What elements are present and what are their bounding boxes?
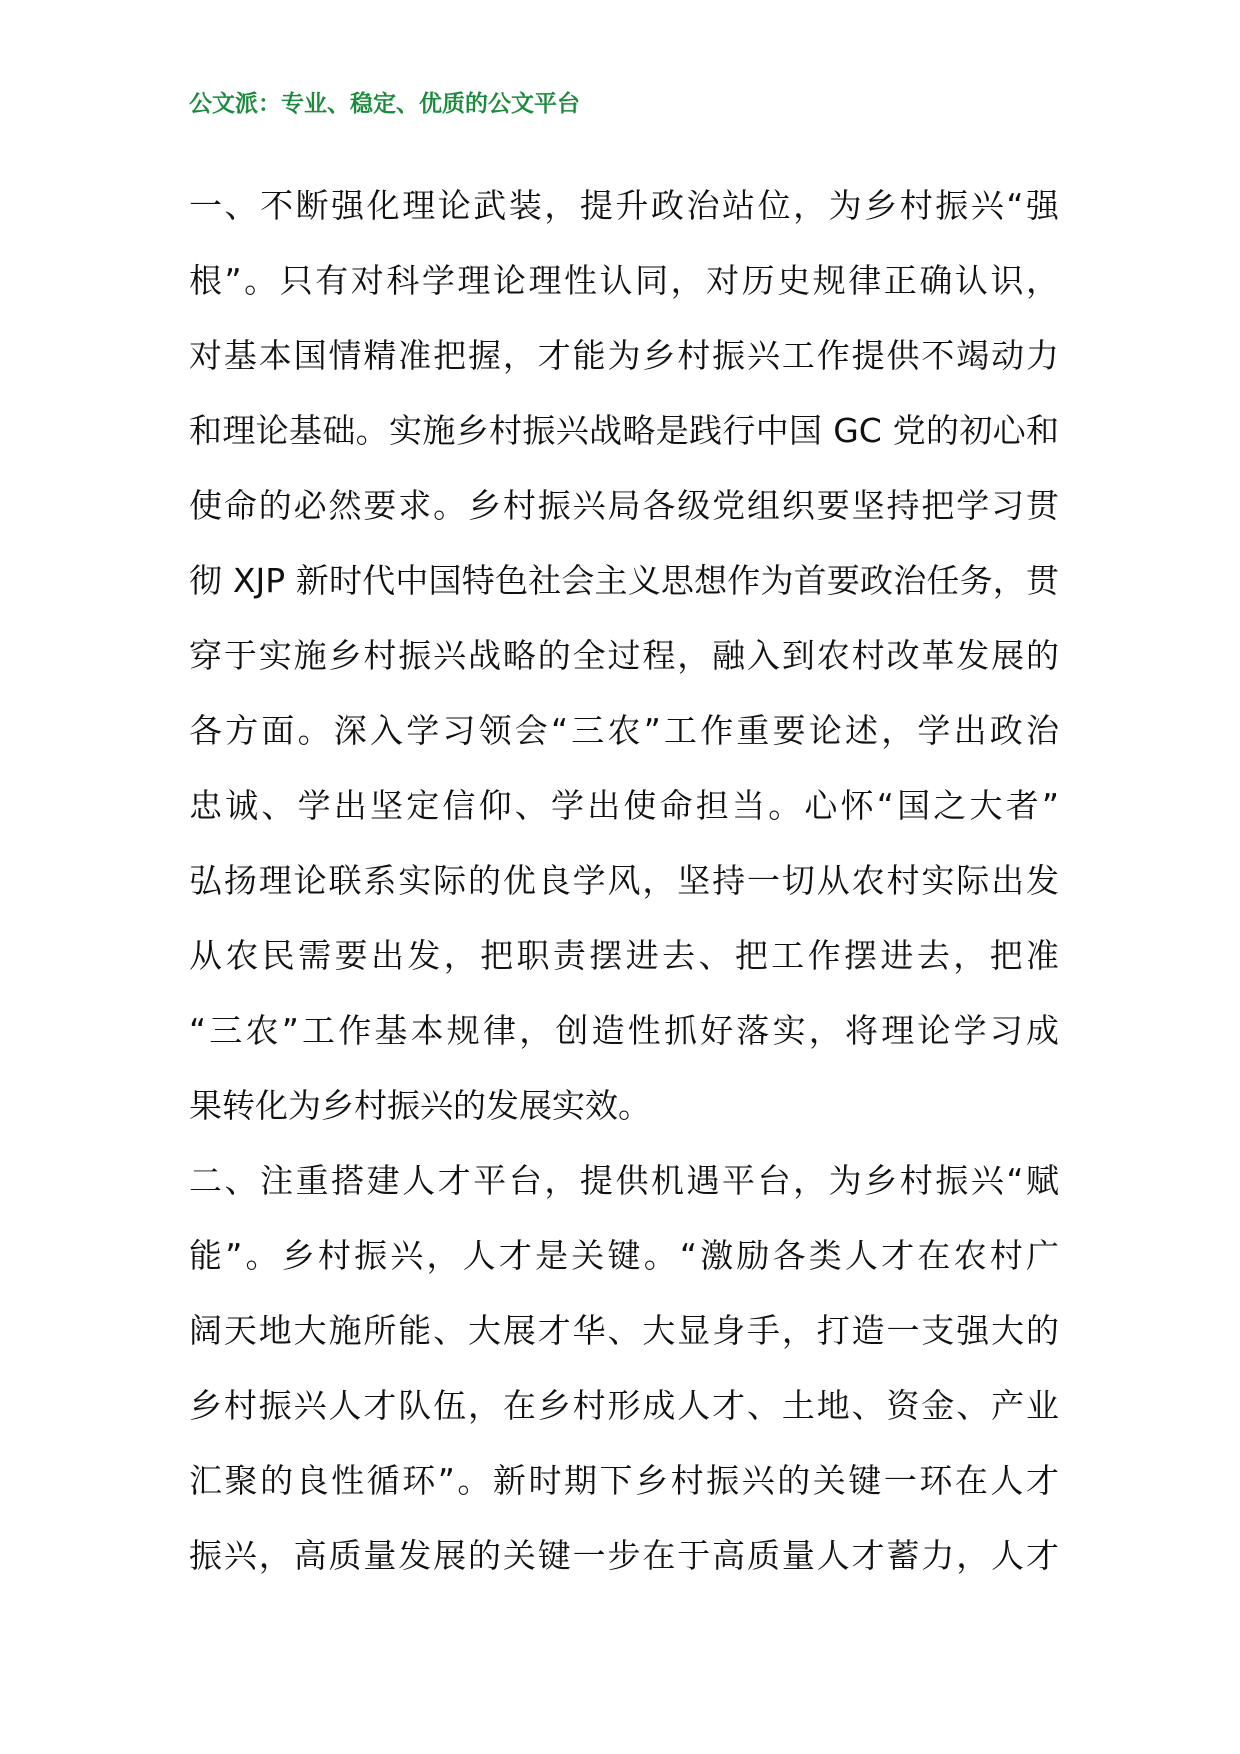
text-line: 果转化为乡村振兴的发展实效。: [189, 1086, 651, 1125]
text-line: “三农”工作基本规律，创造性抓好落实，将理论学习成: [189, 1011, 1059, 1050]
document-body: [189, 168, 1059, 1593]
paragraph-2: [189, 1143, 1059, 1593]
text-line: 彻 XJP 新时代中国特色社会主义思想作为首要政治任务，贯: [189, 561, 1059, 600]
text-line: 使命的必然要求。乡村振兴局各级党组织要坚持把学习贯: [189, 486, 1059, 525]
text-line: 能”。乡村振兴，人才是关键。“激励各类人才在农村广: [189, 1236, 1059, 1275]
text-line: 一、不断强化理论武装，提升政治站位，为乡村振兴“强: [189, 186, 1059, 225]
text-line: 汇聚的良性循环”。新时期下乡村振兴的关键一环在人才: [189, 1461, 1059, 1500]
text-line: 从农民需要出发，把职责摆进去、把工作摆进去，把准: [189, 936, 1059, 975]
text-line: 振兴，高质量发展的关键一步在于高质量人才蓄力，人才: [189, 1536, 1059, 1575]
text-line: 对基本国情精准把握，才能为乡村振兴工作提供不竭动力: [189, 336, 1059, 375]
text-line: 穿于实施乡村振兴战略的全过程，融入到农村改革发展的: [189, 636, 1059, 675]
text-line: 各方面。深入学习领会“三农”工作重要论述，学出政治: [189, 711, 1059, 750]
text-line: 二、注重搭建人才平台，提供机遇平台，为乡村振兴“赋: [189, 1161, 1059, 1200]
text-line: 根”。只有对科学理论理性认同，对历史规律正确认识，: [189, 261, 1059, 300]
text-line: 乡村振兴人才队伍，在乡村形成人才、土地、资金、产业: [189, 1386, 1059, 1425]
text-line: 和理论基础。实施乡村振兴战略是践行中国 GC 党的初心和: [189, 411, 1059, 450]
text-line: 弘扬理论联系实际的优良学风，坚持一切从农村实际出发: [189, 861, 1059, 900]
paragraph-1: [189, 168, 1059, 1143]
text-line: 阔天地大施所能、大展才华、大显身手，打造一支强大的: [189, 1311, 1059, 1350]
text-line: 忠诚、学出坚定信仰、学出使命担当。心怀“国之大者”: [189, 786, 1059, 825]
page-header: 公文派：专业、稳定、优质的公文平台: [189, 91, 580, 117]
